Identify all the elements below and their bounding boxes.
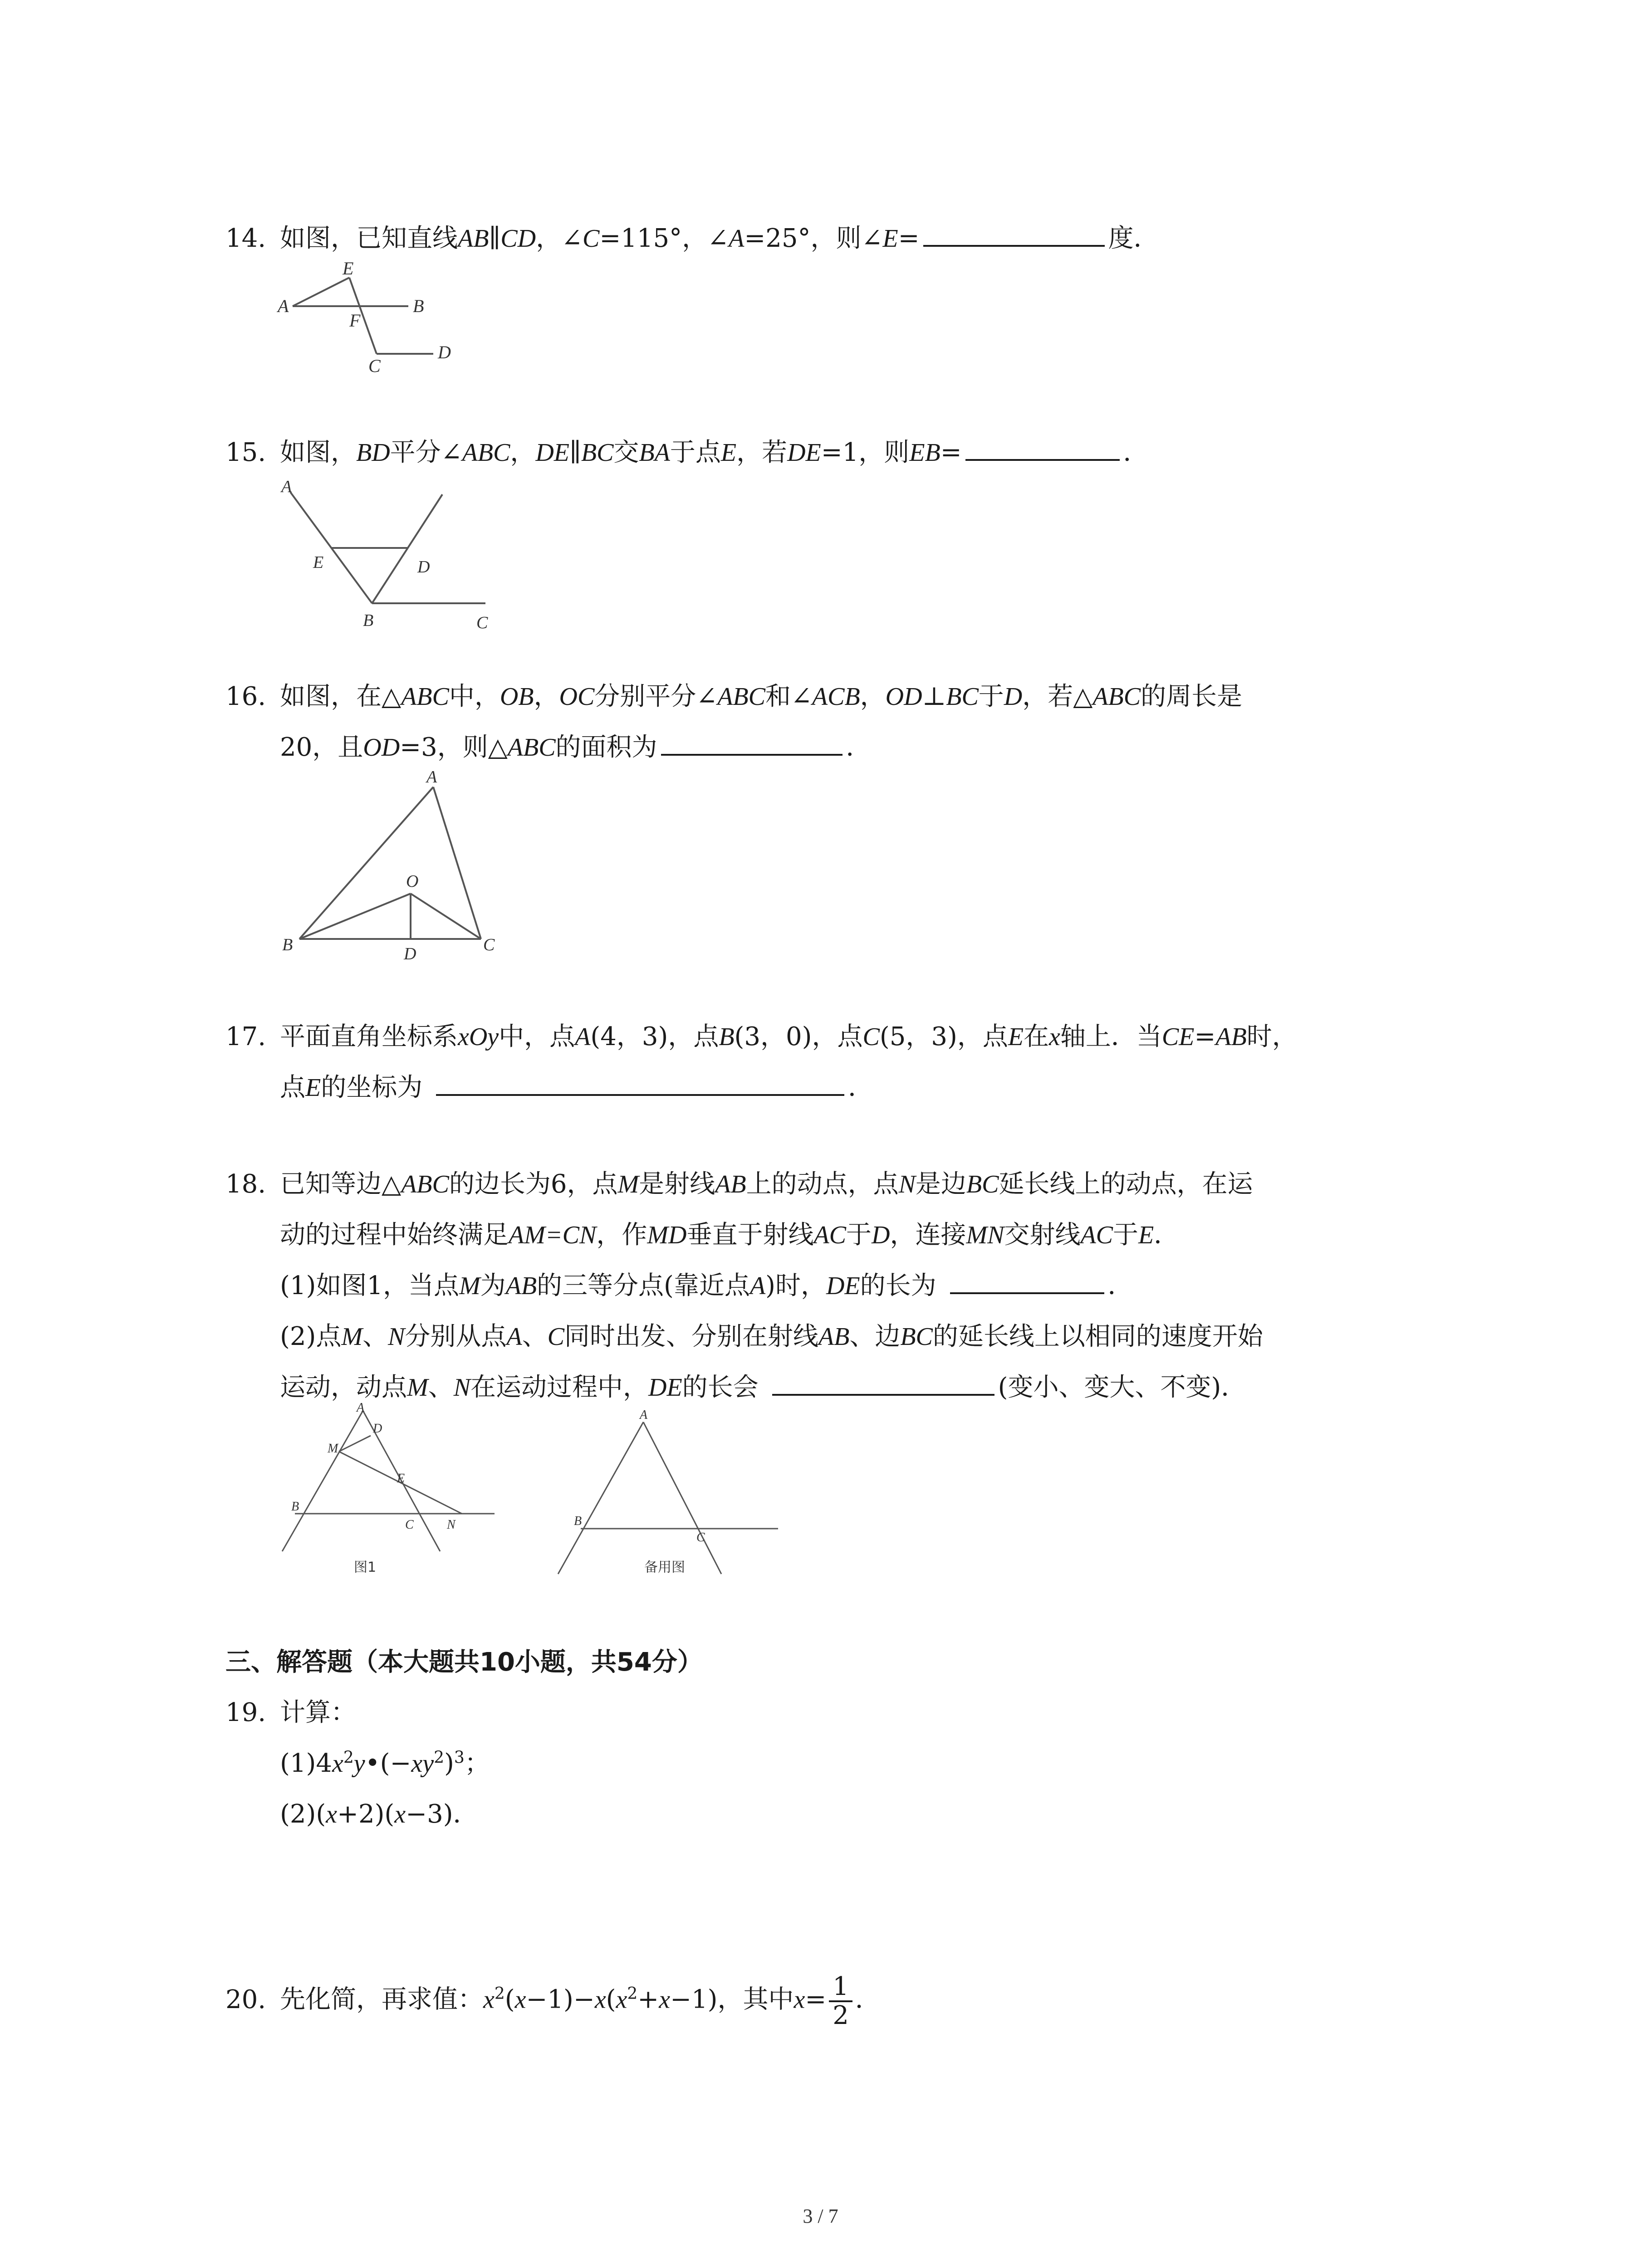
question-16-line-2: 20，且OD=3，则△ABC的面积为 ． bbox=[225, 722, 1505, 773]
question-18-part-2-cont: 运动，动点M、N在运动过程中，DE的长会 (变小、变大、不变)． bbox=[225, 1362, 1505, 1413]
label-B: B bbox=[282, 935, 293, 954]
question-18-line-2: 动的过程中始终满足AM=CN，作MD垂直于射线AC于D，连接MN交射线AC于E． bbox=[280, 1220, 1180, 1250]
figure-caption: 图1 bbox=[354, 1559, 377, 1575]
answer-blank[interactable] bbox=[436, 1067, 844, 1096]
question-17-line-1: 17. 平面直角坐标系xOy中，点A(4，3)，点B(3，0)，点C(5，3)，点E在x轴上．当CE=AB时， bbox=[225, 1012, 1505, 1062]
page-number: 3 / 7 bbox=[803, 2205, 838, 2227]
answer-blank[interactable] bbox=[965, 432, 1120, 461]
label-C: C bbox=[405, 1518, 414, 1532]
label-D: D bbox=[404, 944, 416, 963]
label-A: A bbox=[640, 1408, 648, 1422]
label-B: B bbox=[413, 296, 424, 316]
figure-caption: 备用图 bbox=[644, 1559, 685, 1575]
figure-q14 bbox=[272, 259, 508, 376]
label-A: A bbox=[357, 1401, 365, 1415]
question-number: 18. bbox=[225, 1169, 266, 1199]
question-19-part-2: (2)(x+2)(x−3)． bbox=[280, 1799, 479, 1829]
answer-blank[interactable] bbox=[772, 1367, 994, 1396]
question-number: 17. bbox=[225, 1022, 266, 1051]
figure-q16 bbox=[272, 767, 526, 980]
question-14-text: 14. 如图，已知直线AB∥CD，∠C=115°，∠A=25°，则∠E= 度． bbox=[225, 213, 1505, 264]
question-15 bbox=[225, 427, 1505, 478]
question-18-line-1: 18. 已知等边△ABC的边长为6，点M是射线AB上的动点，点N是边BC延长线上的动点，在运 bbox=[225, 1159, 1505, 1210]
label-D: D bbox=[438, 342, 451, 362]
question-18-part-2: (2)点M、N分别从点A、C同时出发、分别在射线AB、边BC的延长线上以相同的速度开始 bbox=[280, 1322, 1263, 1351]
question-number: 15. bbox=[225, 438, 266, 467]
answer-blank[interactable] bbox=[661, 727, 843, 756]
label-O: O bbox=[406, 872, 419, 891]
question-number: 19. bbox=[225, 1698, 266, 1727]
label-C: C bbox=[483, 935, 495, 954]
question-20 bbox=[225, 1973, 1505, 2029]
answer-blank[interactable] bbox=[923, 218, 1105, 247]
label-B: B bbox=[574, 1514, 582, 1528]
figure-q18-backup bbox=[554, 1402, 789, 1583]
label-E: E bbox=[313, 553, 324, 572]
label-F: F bbox=[349, 310, 361, 331]
fraction: $\frac{1}{2}$ bbox=[829, 1973, 852, 2029]
label-D: D bbox=[373, 1422, 382, 1436]
question-18-part-1: (1)如图1，当点M为AB的三等分点(靠近点A)时，DE的长为 ． bbox=[225, 1261, 1505, 1311]
label-E: E bbox=[343, 258, 354, 279]
label-E: E bbox=[397, 1471, 405, 1486]
label-N: N bbox=[447, 1518, 456, 1532]
label-A: A bbox=[426, 767, 437, 787]
question-number: 20. bbox=[225, 1984, 266, 2014]
label-C: C bbox=[476, 613, 488, 632]
section-heading: 三、解答题（本大题共10小题，共54分） bbox=[225, 1647, 703, 1677]
label-C: C bbox=[368, 356, 381, 376]
question-18 bbox=[225, 1159, 1505, 1413]
question-19 bbox=[225, 1687, 1505, 1840]
question-16-line-1: 16. 如图，在△ABC中，OB，OC分别平分∠ABC和∠ACB，OD⊥BC于D，若△ABC的周长是 bbox=[225, 671, 1505, 722]
question-19-part-1: $(1)4x^2y•(-xy^2)^3$； bbox=[280, 1748, 490, 1778]
question-17 bbox=[225, 1012, 1505, 1113]
question-17-line-2: 点E的坐标为 ． bbox=[225, 1062, 1505, 1113]
question-20-text: 20. 先化简，再求值：$x^2(x-1)-x(x^2+x-1)$，其中x= $\frac{1}{2}$ ． bbox=[225, 1972, 881, 2030]
question-14 bbox=[225, 213, 1505, 264]
question-16 bbox=[225, 671, 1505, 773]
question-19-title: 19. 计算： bbox=[225, 1687, 1505, 1738]
label-A: A bbox=[281, 477, 292, 496]
label-D: D bbox=[417, 557, 430, 577]
label-A: A bbox=[278, 296, 289, 316]
figure-q18-fig1 bbox=[272, 1402, 508, 1583]
label-C: C bbox=[696, 1530, 705, 1545]
label-B: B bbox=[291, 1500, 299, 1514]
question-number: 16. bbox=[225, 682, 266, 711]
question-number: 14. bbox=[225, 224, 266, 253]
answer-blank[interactable] bbox=[950, 1265, 1104, 1294]
figure-q15 bbox=[272, 472, 526, 635]
question-15-text: 15. 如图，BD平分∠ABC，DE∥BC交BA于点E，若DE=1，则EB= ． bbox=[225, 427, 1505, 478]
label-B: B bbox=[363, 611, 374, 630]
label-M: M bbox=[328, 1442, 338, 1456]
